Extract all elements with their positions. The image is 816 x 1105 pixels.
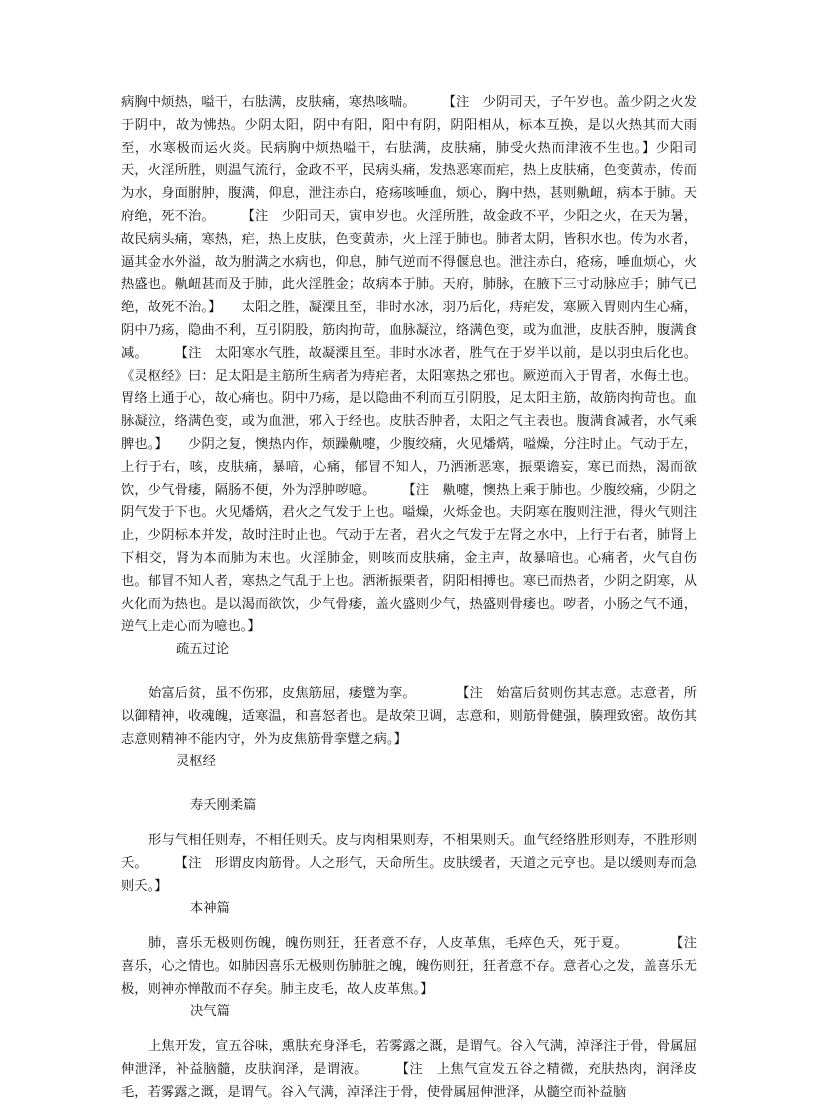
book-heading-lingshu: 灵枢经 <box>176 754 216 770</box>
chapter-heading-jueqi: 决气篇 <box>190 1004 230 1020</box>
spacer <box>121 1024 697 1036</box>
document-page <box>121 92 711 1105</box>
chapter-heading-shouyao: 寿夭刚柔篇 <box>190 798 257 814</box>
body-paragraph: 上焦开发，宣五谷味，熏肤充身泽毛，若雾露之溉，是谓气。谷入气满，淖泽注于骨，骨属屈伸泄泽，补益脑髓，皮肤润泽，是谓液。 【注 上焦气宣发五谷之精微，充肤热肉，润泽皮毛，若雾露之溉，是谓气。谷入气满，淖泽注于骨，使骨属屈伸泄泽，从髓空而补益脑 <box>121 1039 697 1100</box>
spacer <box>121 818 697 830</box>
body-paragraph: 肺，喜乐无极则伤魄，魄伤则狂，狂者意不存，人皮革焦，毛瘁色夭，死于夏。 【注 喜乐，心之情也。如肺因喜乐无极则伤肺脏之魄，魄伤则狂，狂者意不存。意者心之发，盖喜乐无极，则神亦惮散而不存矣。肺主皮毛，故人皮革焦。】 <box>121 936 711 997</box>
chapter-heading-benshen: 本神篇 <box>190 901 230 917</box>
body-paragraph: 形与气相任则寿，不相任则夭。皮与肉相果则寿，不相果则夭。血气经络胜形则寿，不胜形则夭。 【注 形谓皮肉筋骨。人之形气，天命所生。皮肤缓者，天道之元亨也。是以缓则寿而急则夭。】 <box>121 832 697 894</box>
spacer <box>121 921 697 933</box>
spacer <box>121 662 697 683</box>
spacer <box>121 774 697 795</box>
body-paragraph: 病胸中烦热，嗌干，右胠满，皮肤痛，寒热咳喘。 【注 少阴司天，子午岁也。盖少阴之火发于阴中，故为怫热。少阴太阳，阴中有阳，阳中有阴，阴阳相从，标本互换，是以火热其而大雨至，水寒极而运火炎。民病胸中烦热嗌干，右胠满，皮肤痛，肺受火热而津液不生也。】少阳司天，火淫所胜，则温气流行，金政不平，民病头痛，发热恶寒而疟，热上皮肤痛，色变黄赤，传而为水，身面胕肿，腹满，仰息，泄注赤白，疮疡咳唾血，烦心，胸中热，甚则鼽衄，病本于肺。天府绝，死不治。 【注 少阳司天，寅申岁也。火淫所胜，故金政不平，少阳之火，在天为暑，故民病头痛，寒热，疟，热上皮肤，色变黄赤，火上淫于肺也。肺者太阴，皆积水也。传为水者，逼其金水外溢，故为胕满之水病也，仰息，肺气逆而不得偃息也。泄注赤白，疮疡，唾血烦心，火热盛也。鼽衄甚而及于肺，此火淫胜金；故病本于肺。天府，肺脉，在腋下三寸动脉应手；肺气已绝，故死不治。】 太阳之胜，凝溧且至，非时水冰，羽乃后化，痔疟发，寒厥入胃则内生心痛，阴中乃疡，隐曲不利，互引阴股，筋肉拘苛，血脉凝泣，络满色变，或为血泄，皮肤否肿，腹满食减。 【注 太阳寒水气胜，故凝溧且至。非时水冰者，胜气在于岁半以前，是以羽虫后化也。《灵枢经》曰：足太阳是主筋所生病者为痔疟者，太阳寒热之邪也。厥逆而入于胃者，水侮土也。胃络上通于心，故心痛也。阴中乃疡，是以隐曲不利而互引阴股，足太阳主筋，故筋肉拘苛也。血脉凝泣，络满色变，或为血泄，邪入于经也。皮肤否肿者，太阳之气主表也。腹满食减者，水气乘脾也。】 少阴之复，懊热内作，烦躁鼽嚏，少腹绞痛，火见燔焫，嗌燥，分注时止。气动于左，上行于右，咳，皮肤痛，暴喑，心痛，郁冒不知人，乃洒淅恶寒，振栗谵妄，寒已而热，渴而欲饮，少气骨痿，隔肠不便，外为浮肿哕噫。 【注 鼽嚏，懊热上乘于肺也。少腹绞痛，少阴之阴气发于下也。火见燔焫，君火之气发于上也。嗌燥，火烁金也。夫阴寒在腹则注泄，得火气则注止，少阴标本并发，故时注时止也。气动于左者，君火之气发于左肾之水中，上行于右者，肺肾上下相交，肾为本而肺为末也。火淫肺金，则咳而皮肤痛，金主声，故暴喑也。心痛者，火气自伤也。郁冒不知人者，寒热之气乱于上也。洒淅振栗者，阴阳相搏也。寒已而热者，少阴之阴寒，从火化而为热也。是以渴而欲饮，少气骨痿，盖火盛则少气，热盛则骨痿也。哕者，小肠之气不通，逆气上走心而为噫也。】 <box>121 95 697 635</box>
body-paragraph: 始富后贫，虽不伤邪，皮焦筋屈，痿躄为挛。 【注 始富后贫则伤其志意。志意者，所以御精神，收魂魄，适寒温，和喜怒者也。是故荣卫调，志意和，则筋骨健强，腠理致密。故伤其志意则精神不能内守，外为皮焦筋骨挛躄之病。】 <box>121 685 697 747</box>
section-heading-shuwu: 疏五过论 <box>176 642 230 658</box>
